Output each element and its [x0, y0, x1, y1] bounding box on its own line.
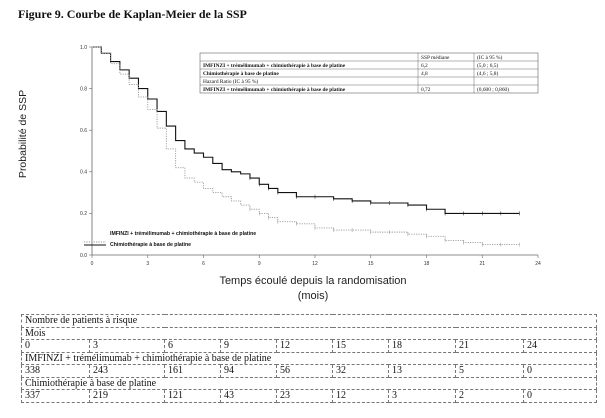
risk-title-row: [22, 315, 597, 328]
risk-cell: 3: [389, 390, 456, 403]
inset-cell: 6,2: [421, 63, 428, 69]
risk-cell: 0: [22, 340, 90, 353]
risk-cell: 12: [277, 340, 333, 353]
inset-cell: Chimiothérapie à base de platine: [203, 71, 279, 77]
risk-cell: 56: [277, 365, 333, 378]
risk-cell: 43: [221, 390, 277, 403]
x-tick-label: 0: [90, 261, 94, 267]
x-tick-label: 6: [202, 261, 205, 267]
y-axis-label: Probabilité de SSP: [17, 89, 29, 179]
x-tick-label: 15: [367, 261, 374, 267]
risk-cell: 5: [456, 365, 524, 378]
y-tick-label: 0.6: [80, 128, 87, 134]
risk-cell: 23: [277, 390, 333, 403]
risk-cell: 18: [389, 340, 456, 353]
risk-cell: 13: [389, 365, 456, 378]
risk-group-label-row: [22, 352, 597, 365]
risk-months-label-row-cell: Mois: [22, 327, 597, 340]
risk-group-label-row-cell: Chimiothérapie à base de platine: [22, 377, 597, 390]
y-tick-label: 1.0: [80, 44, 87, 51]
risk-cell: 2: [456, 390, 524, 403]
figure-title: Figure 9. Courbe de Kaplan-Meier de la SSP: [18, 7, 247, 21]
risk-group-label-row: [22, 377, 597, 390]
risk-months-label-row: [22, 327, 597, 340]
risk-title-row-cell: Nombre de patients à risque: [22, 315, 597, 328]
risk-cell: 338: [22, 365, 90, 378]
y-tick-label: 0.4: [80, 169, 87, 176]
inset-cell: SSP médiane: [421, 55, 450, 61]
x-tick-label: 18: [423, 261, 430, 267]
risk-cell: 94: [221, 365, 277, 378]
legend-label: IMFINZI + trémélimumab + chimiothérapie à base de platine: [110, 231, 257, 237]
y-tick-label: 0.0: [80, 252, 87, 259]
risk-cell: 12: [333, 390, 389, 403]
inset-cell: (0,600 ; 0,860): [477, 87, 510, 93]
inset-cell: 4,8: [421, 71, 428, 77]
inset-cell: IMFINZI + trémélimumab + chimiothérapie à base de platine: [203, 63, 346, 69]
inset-cell: 0,72: [421, 87, 431, 93]
risk-table: [21, 314, 597, 403]
chart-legend: [84, 231, 256, 248]
risk-cell: 161: [165, 365, 221, 378]
inset-cell: Hazard Ratio (IC à 95 %): [203, 79, 259, 85]
risk-cell: 9: [221, 340, 277, 353]
x-tick-label: 21: [479, 261, 486, 267]
risk-cell: 337: [22, 390, 90, 403]
inset-cell: (IC à 95 %): [477, 55, 503, 61]
risk-cell: 121: [165, 390, 221, 403]
risk-cell: 21: [456, 340, 524, 353]
inset-cell: (5,0 ; 6,5): [477, 63, 499, 69]
inset-median-table: [200, 53, 538, 93]
inset-cell: (4,6 ; 5,8): [477, 71, 499, 77]
risk-months-row: [22, 340, 597, 353]
risk-cell: 15: [333, 340, 389, 353]
x-tick-label: 12: [312, 261, 318, 267]
y-tick-label: 0.8: [80, 86, 87, 93]
risk-cell: 24: [524, 340, 597, 353]
x-tick-label: 3: [146, 261, 150, 267]
x-axis-label-line1: Temps écoulé depuis la randomisation: [219, 275, 407, 287]
risk-cell: 32: [333, 365, 389, 378]
y-tick-label: 0.2: [80, 211, 87, 218]
risk-cell: 243: [90, 365, 165, 378]
legend-label: Chimiothérapie à base de platine: [110, 242, 192, 248]
risk-cell: 3: [90, 340, 165, 353]
x-tick-label: 9: [257, 261, 261, 267]
x-tick-label: 24: [535, 261, 541, 267]
risk-group-values-row: [22, 365, 597, 378]
x-axis-label-line2: (mois): [297, 290, 329, 302]
risk-cell: 0: [524, 365, 597, 378]
risk-group-label-row-cell: IMFINZI + trémélimumab + chimiothérapie à base de platine: [22, 352, 597, 365]
risk-cell: 0: [524, 390, 597, 403]
risk-cell: 219: [90, 390, 165, 403]
risk-cell: 6: [165, 340, 221, 353]
risk-group-values-row: [22, 390, 597, 403]
inset-cell: IMFINZI + trémélimumab + chimiothérapie à base de platine: [203, 87, 346, 93]
